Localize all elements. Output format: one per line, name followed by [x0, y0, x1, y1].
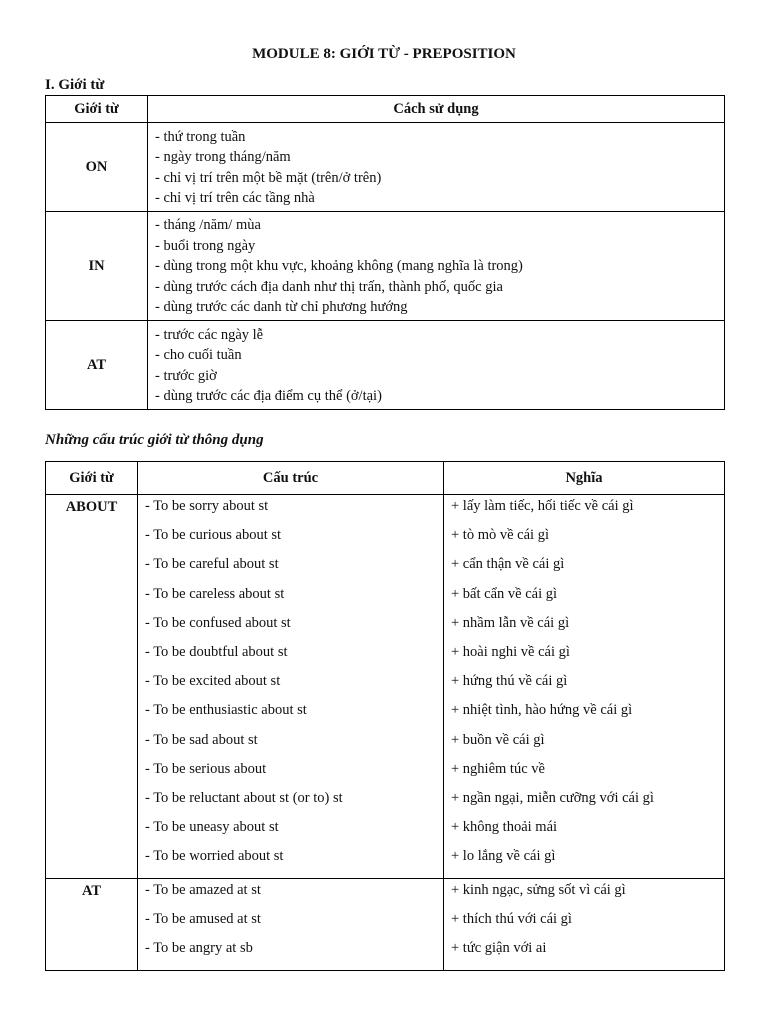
table-header-row: [46, 96, 725, 123]
preposition-cell: ABOUT: [46, 495, 138, 879]
structure-line: - To be doubtful about st: [145, 643, 288, 660]
structure-line: - To be amused at st: [145, 911, 261, 928]
table-row: [46, 212, 725, 321]
meaning-line: + cẩn thận về cái gì: [451, 556, 565, 573]
usage-line: - trước giờ: [155, 367, 217, 384]
structure-line: - To be uneasy about st: [145, 819, 279, 836]
structure-line: - To be reluctant about st (or to) st: [145, 789, 343, 806]
structure-line: - To be curious about st: [145, 527, 282, 544]
column-header-usage: Cách sử dụng: [148, 96, 725, 123]
meaning-line: + thích thú với cái gì: [451, 911, 572, 928]
usage-line: - ngày trong tháng/năm: [155, 149, 291, 165]
meaning-line: + tức giận với ai: [451, 940, 547, 957]
column-header-structure: Cấu trúc: [138, 462, 444, 495]
usage-line: - chỉ vị trí trên các tầng nhà: [155, 190, 315, 206]
meaning-line: + nhầm lẫn về cái gì: [451, 614, 570, 631]
usage-line: - dùng trước các danh từ chỉ phương hướng: [155, 299, 408, 316]
structure-line: - To be angry at sb: [145, 940, 253, 957]
structure-line: - To be serious about: [145, 760, 267, 777]
structure-line: - To be enthusiastic about st: [145, 702, 307, 719]
table-header-row: [46, 462, 725, 495]
structure-line: - To be sad about st: [145, 731, 258, 748]
meaning-line: + kinh ngạc, sửng sốt vì cái gì: [451, 882, 626, 898]
meaning-line: + tò mò về cái gì: [451, 527, 549, 544]
structure-cell: [138, 495, 444, 879]
preposition-cell: ON: [46, 123, 148, 212]
structure-line: - To be careless about st: [145, 585, 285, 602]
meaning-line: + hứng thú về cái gì: [451, 673, 568, 690]
table-row: [46, 495, 725, 879]
meaning-line: + không thoải mái: [451, 819, 558, 836]
structure-line: - To be amazed at st: [145, 882, 261, 898]
preposition-structure-table: [45, 461, 725, 971]
column-header-preposition: Giới từ: [46, 462, 138, 495]
column-header-meaning: Nghĩa: [444, 462, 725, 495]
meaning-line: + lấy làm tiếc, hối tiếc về cái gì: [451, 498, 634, 514]
usage-line: - chỉ vị trí trên một bề mặt (trên/ở trên): [155, 169, 382, 186]
meaning-line: + ngần ngại, miễn cưỡng với cái gì: [451, 789, 654, 806]
meaning-line: + bất cẩn về cái gì: [451, 585, 558, 602]
usage-line: - trước các ngày lễ: [155, 326, 264, 343]
meaning-cell: [444, 879, 725, 971]
meaning-line: + buồn về cái gì: [451, 731, 545, 748]
usage-line: - thứ trong tuần: [155, 128, 246, 145]
meaning-line: + nhiệt tình, hào hứng về cái gì: [451, 702, 633, 719]
meaning-line: + nghiêm túc về: [451, 760, 545, 777]
usage-line: - dùng trong một khu vực, khoảng không (mang nghĩa là trong): [155, 258, 523, 275]
structure-cell: [138, 879, 444, 971]
meaning-line: + hoài nghi về cái gì: [451, 643, 570, 660]
page-title: MODULE 8: GIỚI TỪ - PREPOSITION: [252, 46, 516, 62]
preposition-cell: AT: [46, 321, 148, 410]
table-row: [46, 321, 725, 410]
structure-line: - To be confused about st: [145, 614, 291, 631]
table-row: [46, 879, 725, 971]
usage-line: - tháng /năm/ mùa: [155, 217, 261, 234]
preposition-usage-table: [45, 95, 725, 410]
usage-cell: [148, 321, 725, 410]
usage-line: - dùng trước các địa điểm cụ thể (ở/tại): [155, 388, 382, 404]
usage-cell: [148, 212, 725, 321]
usage-line: - cho cuối tuần: [155, 347, 242, 363]
structure-line: - To be worried about st: [145, 848, 284, 865]
usage-cell: [148, 123, 725, 212]
column-header-preposition: Giới từ: [46, 96, 148, 123]
meaning-cell: [444, 495, 725, 879]
structure-line: - To be careful about st: [145, 556, 279, 573]
structure-line: - To be sorry about st: [145, 498, 269, 514]
preposition-cell: IN: [46, 212, 148, 321]
usage-line: - buổi trong ngày: [155, 237, 256, 254]
table-row: [46, 123, 725, 212]
meaning-line: + lo lắng về cái gì: [451, 848, 556, 865]
usage-line: - dùng trước cách địa danh như thị trấn, thành phố, quốc gia: [155, 278, 503, 295]
section-heading: I. Giới từ: [45, 77, 105, 93]
structure-line: - To be excited about st: [145, 673, 281, 690]
preposition-cell: AT: [46, 879, 138, 971]
structures-subtitle: Những cấu trúc giới từ thông dụng: [45, 432, 264, 448]
